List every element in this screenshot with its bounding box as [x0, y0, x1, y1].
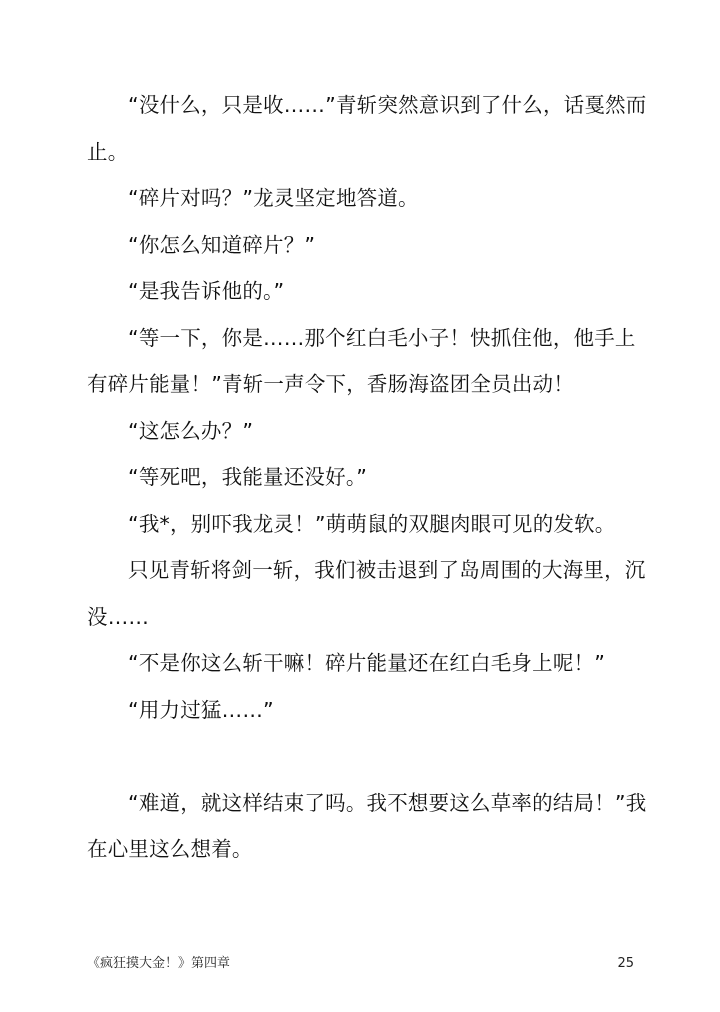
footer-page-number: 25: [617, 956, 634, 971]
chapter-body: [87, 82, 647, 873]
section-gap: [87, 733, 647, 780]
paragraph: “等死吧，我能量还没好。”: [128, 465, 368, 489]
paragraph: “等一下，你是……那个红白毛小子！快抓住他，他手上有碎片能量！”青斩一声令下，香肠海盗团全员出动！: [87, 325, 636, 396]
paragraph: “这怎么办？”: [128, 418, 254, 443]
paragraph: “没什么，只是收……”青斩突然意识到了什么，话戛然而止。: [87, 93, 647, 164]
paragraph: “不是你这么斩干嘛！碎片能量还在红白毛身上呢！”: [128, 651, 606, 675]
paragraph: 只见青斩将剑一斩，我们被击退到了岛周围的大海里，沉没……: [87, 558, 646, 629]
paragraph: “我*，别吓我龙灵！”萌萌鼠的双腿肉眼可见的发软。: [128, 511, 616, 536]
paragraph: “难道，就这样结束了吗。我不想要这么草率的结局！”我在心里这么想着。: [87, 790, 647, 861]
paragraph: “你怎么知道碎片？”: [128, 232, 316, 257]
footer-book-chapter: 《疯狂摸大金！》第四章: [87, 956, 231, 971]
paragraph: “用力过猛……”: [128, 697, 274, 722]
paragraph: “是我告诉他的。”: [128, 279, 285, 303]
paragraph: “碎片对吗？”龙灵坚定地答道。: [128, 186, 419, 210]
